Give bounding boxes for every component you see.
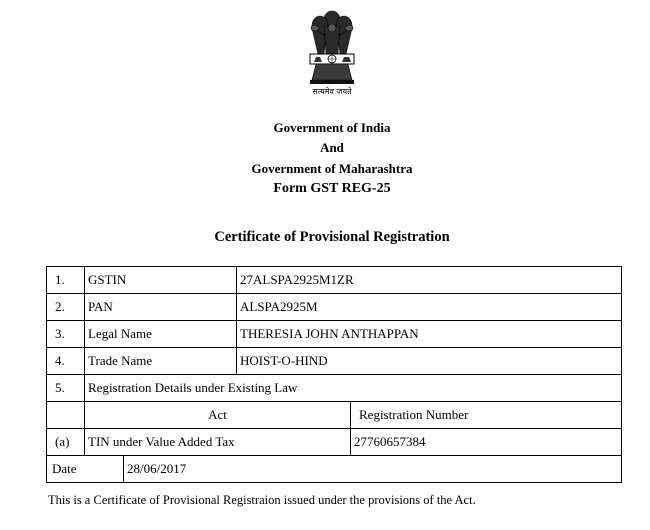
row-number: 4. (47, 348, 85, 375)
table-row (47, 348, 622, 375)
form-title: Form GST REG-25 (273, 181, 391, 196)
row-number: 3. (47, 321, 85, 348)
column-header-registration-number: Registration Number (351, 402, 622, 429)
footer-note: This is a Certificate of Provisional Registraion issued under the provisions of the Act. (48, 493, 476, 507)
date-label: Date (47, 456, 124, 483)
table-row (47, 267, 622, 294)
table-row (47, 321, 622, 348)
table-row (47, 429, 622, 456)
table-row (47, 294, 622, 321)
column-header-act: Act (85, 402, 351, 429)
table-row (47, 402, 622, 429)
existing-law-act: TIN under Value Added Tax (85, 429, 351, 456)
heading-and: And (320, 140, 344, 155)
row-number: 5. (47, 375, 85, 402)
heading-government-of-maharashtra: Government of Maharashtra (251, 161, 413, 176)
registration-table (46, 266, 622, 483)
emblem-motto: सत्यमेव जयते (312, 87, 352, 96)
existing-law-registration-number: 27760657384 (351, 429, 622, 456)
date-value: 28/06/2017 (124, 456, 622, 483)
row-value-pan: ALSPA2925M (237, 294, 622, 321)
certificate-title: Certificate of Provisional Registration (214, 229, 450, 245)
row-label-existing-law: Registration Details under Existing Law (85, 375, 622, 402)
table-row (47, 375, 622, 402)
row-number: 2. (47, 294, 85, 321)
row-value-legal-name: THERESIA JOHN ANTHAPPAN (237, 321, 622, 348)
row-value-trade-name: HOIST-O-HIND (237, 348, 622, 375)
heading-government-of-india: Government of India (273, 120, 391, 135)
row-number: 1. (47, 267, 85, 294)
row-number: (a) (47, 429, 85, 456)
row-label-pan: PAN (85, 294, 237, 321)
row-label-legal-name: Legal Name (85, 321, 237, 348)
row-value-gstin: 27ALSPA2925M1ZR (237, 267, 622, 294)
national-emblem-image (296, 6, 368, 96)
table-row (47, 456, 622, 483)
row-label-trade-name: Trade Name (85, 348, 237, 375)
blank-cell (47, 402, 85, 429)
row-label-gstin: GSTIN (85, 267, 237, 294)
